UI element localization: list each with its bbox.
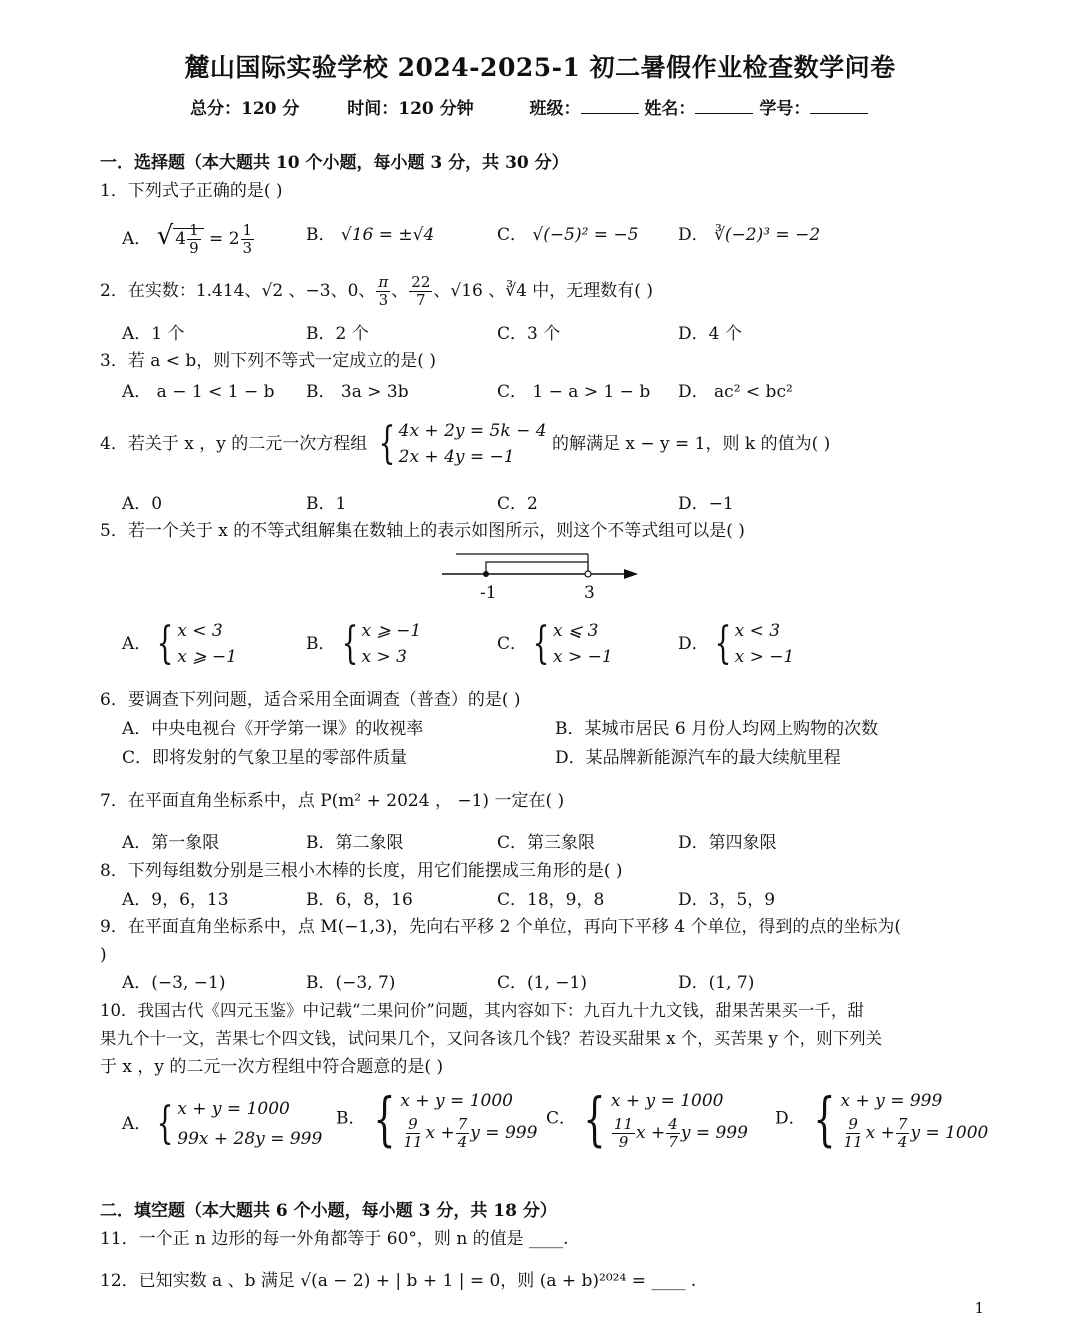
question-3-option-d: D． ac² < bc² — [678, 382, 793, 402]
question-8-option-d: D．3，5，9 — [678, 890, 776, 910]
question-5-stem: 5．若一个关于 x 的不等式组解集在数轴上的表示如图所示，则这个不等式组可以是( ) — [100, 521, 745, 541]
question-6-stem: 6．要调查下列问题，适合采用全面调查（普查）的是( ) — [100, 690, 521, 710]
question-2-option-b: B．2 个 — [306, 324, 369, 344]
class-label: 班级： — [529, 99, 581, 119]
question-12: 12．已知实数 a 、b 满足 √(a − 2) + | b + 1 | = 0，则 (a + b)²⁰²⁴ = ____ . — [100, 1271, 697, 1291]
solution-bracket-upper — [486, 562, 588, 574]
question-10-option-b: B． { x + y = 1000 $\frac{9}{11}$ x + $\frac{7}{4}$ y = 999 — [336, 1084, 538, 1153]
question-1-stem: 1．下列式子正确的是( ) — [100, 181, 283, 201]
question-2-option-a: A．1 个 — [122, 324, 185, 344]
question-9-option-a: A．(−3, −1) — [122, 973, 226, 993]
question-7-option-d: D．第四象限 — [678, 833, 777, 853]
question-6-option-a: A．中央电视台《开学第一课》的收视率 — [122, 719, 424, 739]
question-9-stem-cont: ) — [100, 945, 107, 965]
class-blank — [581, 97, 639, 114]
question-8-option-a: A．9，6，13 — [122, 890, 229, 910]
question-1-option-a: A． √ 4 $\frac{1}{9}$ = 2 $\frac{1}{3}$ — [122, 221, 253, 257]
section-1-heading: 一．选择题（本大题共 10 个小题，每小题 3 分，共 30 分） — [100, 153, 569, 173]
question-10-line-3: 于 x ，y 的二元一次方程组中符合题意的是( ) — [100, 1057, 444, 1077]
question-1-option-c: C． √(−5)² = −5 — [497, 225, 639, 245]
page-title: 麓山国际实验学校 2024-2025-1 初二暑假作业检查数学问卷 — [184, 53, 896, 82]
open-point-three — [585, 571, 591, 577]
question-4-option-a: A．0 — [122, 494, 163, 514]
question-7-option-b: B．第二象限 — [306, 833, 404, 853]
question-4-option-c: C．2 — [497, 494, 538, 514]
question-6-option-b: B．某城市居民 6 月份人均网上购物的次数 — [555, 719, 879, 739]
question-8-option-b: B．6，8，16 — [306, 890, 413, 910]
question-10-option-d: D． { x + y = 999 $\frac{9}{11}$ x + $\frac{7}{4}$ y = 1000 — [775, 1084, 989, 1153]
question-9-option-b: B．(−3, 7) — [306, 973, 396, 993]
question-3-option-c: C． 1 − a > 1 − b — [497, 382, 651, 402]
exam-meta — [190, 94, 868, 119]
question-10-option-c: C． { x + y = 1000 $\frac{11}{9}$ x + $\frac{4}{7}$ y = 999 — [546, 1084, 748, 1153]
question-3-option-a: A． a − 1 < 1 − b — [122, 382, 275, 402]
question-5-option-b: B． { x ⩾ −1 x > 3 — [306, 618, 422, 669]
question-5-option-d: D． { x < 3 x > −1 — [678, 618, 795, 669]
question-7-option-a: A．第一象限 — [122, 833, 220, 853]
question-2-option-c: C．3 个 — [497, 324, 561, 344]
question-10-option-a: A． { x + y = 1000 99x + 28y = 999 — [122, 1098, 323, 1149]
total-score: 总分：120 分 — [190, 99, 300, 119]
question-11: 11．一个正 n 边形的每一外角都等于 60°，则 n 的值是 ____. — [100, 1229, 569, 1249]
exam-time: 时间：120 分钟 — [347, 99, 474, 119]
closed-point-minus-one — [483, 571, 489, 577]
name-label: 姓名： — [644, 99, 696, 119]
number-line-figure — [438, 548, 648, 600]
question-4-option-b: B．1 — [306, 494, 347, 514]
question-1-option-b: B． √16 = ±√4 — [306, 225, 435, 245]
question-8-option-c: C．18，9，8 — [497, 890, 605, 910]
page-number: 1 — [974, 1299, 984, 1317]
question-7-stem: 7．在平面直角坐标系中，点 P(m² + 2024 ， −1) 一定在( ) — [100, 791, 565, 811]
question-7-option-c: C．第三象限 — [497, 833, 596, 853]
question-6-option-d: D．某品牌新能源汽车的最大续航里程 — [555, 748, 841, 768]
number-label: 学号： — [759, 99, 811, 119]
question-2-option-d: D．4 个 — [678, 324, 742, 344]
question-5-option-a: A． { x < 3 x ⩾ −1 — [122, 618, 237, 669]
number-blank — [810, 97, 868, 114]
number-line-label-right: 3 — [584, 583, 595, 603]
section-2-heading: 二．填空题（本大题共 6 个小题，每小题 3 分，共 18 分） — [100, 1201, 557, 1221]
question-3-stem: 3．若 a < b，则下列不等式一定成立的是( ) — [100, 351, 436, 371]
equation-system: { 4x + 2y = 5k − 4 2x + 4y = −1 — [378, 418, 547, 469]
question-6-option-c: C．即将发射的气象卫星的零部件质量 — [122, 748, 408, 768]
number-line-label-left: -1 — [480, 583, 497, 603]
question-3-option-b: B． 3a > 3b — [306, 382, 409, 402]
question-1-option-d: D． ∛(−2)³ = −2 — [678, 225, 821, 245]
question-10-line-1: 10．我国古代《四元玉鉴》中记载“二果问价”问题，其内容如下：九百九十九文钱，甜果苦果买一千，甜 — [100, 1001, 864, 1020]
question-2-stem: 2．在实数：1.414、√2 、−3、0、 $\frac{\pi}{3}$ 、 $\frac{22}{7}$ 、√16 、∛4 中，无理数有( ) — [100, 273, 653, 309]
question-10-line-2: 果九个十一文，苦果七个四文钱，试问果几个，又问各该几个钱？若设买甜果 x 个，买苦果 y 个，则下列关 — [100, 1029, 883, 1048]
arrow-head-icon — [624, 569, 638, 579]
question-4-option-d: D．−1 — [678, 494, 734, 514]
question-9-stem: 9．在平面直角坐标系中，点 M(−1,3)，先向右平移 2 个单位，再向下平移 4 个单位，得到的点的坐标为( — [100, 917, 902, 937]
question-8-stem: 8．下列每组数分别是三根小木棒的长度，用它们能摆成三角形的是( ) — [100, 861, 623, 881]
name-blank — [695, 97, 753, 114]
question-4-stem: 4．若关于 x ，y 的二元一次方程组 { 4x + 2y = 5k − 4 2x + 4y = −1 的解满足 x − y = 1，则 k 的值为( ) — [100, 418, 831, 469]
question-9-option-d: D．(1, 7) — [678, 973, 755, 993]
question-5-option-c: C． { x ⩽ 3 x > −1 — [497, 618, 613, 669]
question-9-option-c: C．(1, −1) — [497, 973, 587, 993]
